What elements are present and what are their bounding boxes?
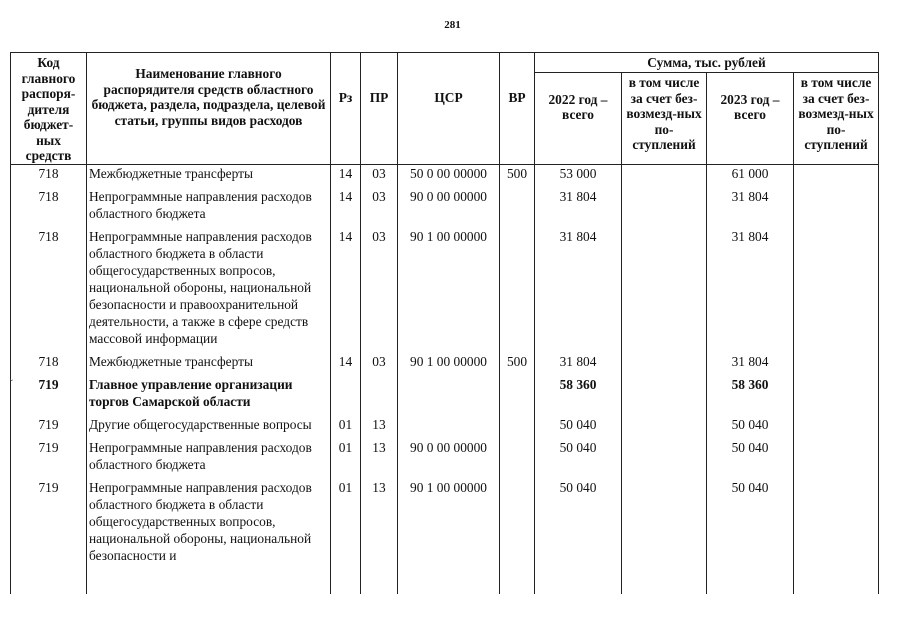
cell-code: 719 xyxy=(11,439,87,473)
cell-y2023: 31 804 xyxy=(707,353,794,370)
cell-rz xyxy=(331,376,361,410)
cell-name: Непрограммные направления расходов областного бюджета xyxy=(87,188,331,222)
cell-y2022: 50 040 xyxy=(535,479,622,564)
header-sum: Сумма, тыс. рублей xyxy=(535,53,879,73)
table-row xyxy=(11,416,879,433)
cell-csr: 50 0 00 00000 xyxy=(398,164,500,182)
cell-y2023: 50 040 xyxy=(707,479,794,564)
cell-y2023-free xyxy=(794,164,879,182)
cell-y2023: 31 804 xyxy=(707,228,794,347)
cell-rz: 14 xyxy=(331,188,361,222)
cell-y2022-free xyxy=(622,416,707,433)
cell-y2023-free xyxy=(794,376,879,410)
table-body xyxy=(11,164,879,594)
header-2022-total: 2022 год – всего xyxy=(535,73,622,165)
table-row xyxy=(11,228,879,347)
cell-y2023: 31 804 xyxy=(707,188,794,222)
cell-name: Межбюджетные трансферты xyxy=(87,164,331,182)
scan-mark: ˇ xyxy=(10,378,13,388)
cell-y2022-free xyxy=(622,439,707,473)
cell-name: Межбюджетные трансферты xyxy=(87,353,331,370)
cell-y2022: 31 804 xyxy=(535,353,622,370)
cell-csr: 90 1 00 00000 xyxy=(398,353,500,370)
cell-name: Непрограммные направления расходов областного бюджета в области общегосударственных вопросов, национальной обороны, национальной безопасности и правоохранительной деятельности, а также в сфере средств массовой информации xyxy=(87,228,331,347)
cell-pr: 03 xyxy=(361,164,398,182)
cell-code: 718 xyxy=(11,228,87,347)
cell-code: 719 xyxy=(11,479,87,564)
cell-vr: 500 xyxy=(500,164,535,182)
cell-y2023-free xyxy=(794,439,879,473)
cell-rz: 01 xyxy=(331,439,361,473)
cell-y2023: 50 040 xyxy=(707,439,794,473)
cell-y2023: 50 040 xyxy=(707,416,794,433)
cell-pr xyxy=(361,376,398,410)
cell-y2022-free xyxy=(622,479,707,564)
cell-name: Другие общегосударственные вопросы xyxy=(87,416,331,433)
cell-rz: 14 xyxy=(331,164,361,182)
page-number: 281 xyxy=(444,19,461,31)
cell-pr: 03 xyxy=(361,188,398,222)
cell-y2022: 58 360 xyxy=(535,376,622,410)
cell-y2023-free xyxy=(794,188,879,222)
cell-code: 718 xyxy=(11,353,87,370)
cell-rz: 14 xyxy=(331,353,361,370)
header-vr: ВР xyxy=(500,53,535,165)
cell-y2023-free xyxy=(794,353,879,370)
cell-code: 719 xyxy=(11,376,87,410)
cell-y2022: 50 040 xyxy=(535,439,622,473)
header-rz: Рз xyxy=(331,53,361,165)
cell-vr xyxy=(500,188,535,222)
cell-rz: 01 xyxy=(331,479,361,564)
header-2022-free: в том числе за счет без-возмезд-ных по-ступлений xyxy=(622,73,707,165)
cell-pr: 13 xyxy=(361,439,398,473)
cell-code: 719 xyxy=(11,416,87,433)
cell-vr xyxy=(500,479,535,564)
cell-csr xyxy=(398,416,500,433)
cell-y2022-free xyxy=(622,188,707,222)
cell-y2023-free xyxy=(794,479,879,564)
cell-pr: 13 xyxy=(361,416,398,433)
table-row xyxy=(11,353,879,370)
row-padding xyxy=(11,564,879,594)
header-2023-free: в том числе за счет без-возмезд-ных по-ступлений xyxy=(794,73,879,165)
cell-csr: 90 1 00 00000 xyxy=(398,228,500,347)
cell-vr: 500 xyxy=(500,353,535,370)
cell-y2022-free xyxy=(622,376,707,410)
cell-pr: 03 xyxy=(361,353,398,370)
cell-y2022-free xyxy=(622,164,707,182)
cell-y2022-free xyxy=(622,228,707,347)
cell-y2023: 58 360 xyxy=(707,376,794,410)
cell-y2023-free xyxy=(794,416,879,433)
cell-csr: 90 0 00 00000 xyxy=(398,188,500,222)
cell-name: Непрограммные направления расходов областного бюджета в области общегосударственных вопросов, национальной обороны, национальной безопасности и xyxy=(87,479,331,564)
table-row xyxy=(11,376,879,410)
cell-y2023: 61 000 xyxy=(707,164,794,182)
cell-y2022-free xyxy=(622,353,707,370)
cell-vr xyxy=(500,376,535,410)
cell-y2022: 31 804 xyxy=(535,188,622,222)
table-row xyxy=(11,439,879,473)
cell-pr: 03 xyxy=(361,228,398,347)
cell-csr: 90 1 00 00000 xyxy=(398,479,500,564)
cell-y2022: 31 804 xyxy=(535,228,622,347)
cell-vr xyxy=(500,228,535,347)
cell-pr: 13 xyxy=(361,479,398,564)
table-row xyxy=(11,164,879,182)
cell-name: Главное управление организации торгов Самарской области xyxy=(87,376,331,410)
table-row xyxy=(11,479,879,564)
cell-rz: 14 xyxy=(331,228,361,347)
cell-rz: 01 xyxy=(331,416,361,433)
cell-csr: 90 0 00 00000 xyxy=(398,439,500,473)
cell-y2022: 50 040 xyxy=(535,416,622,433)
cell-y2022: 53 000 xyxy=(535,164,622,182)
header-code: Код главного распоря-дителя бюджет-ных средств xyxy=(11,53,87,165)
cell-name: Непрограммные направления расходов областного бюджета xyxy=(87,439,331,473)
header-pr: ПР xyxy=(361,53,398,165)
header-2023-total: 2023 год – всего xyxy=(707,73,794,165)
cell-vr xyxy=(500,439,535,473)
cell-vr xyxy=(500,416,535,433)
table-row xyxy=(11,188,879,222)
cell-code: 718 xyxy=(11,164,87,182)
header-csr: ЦСР xyxy=(398,53,500,165)
cell-y2023-free xyxy=(794,228,879,347)
cell-csr xyxy=(398,376,500,410)
header-name: Наименование главного распорядителя средств областного бюджета, раздела, подраздела, целевой статьи, группы видов расходов xyxy=(87,53,331,165)
budget-table xyxy=(10,52,879,594)
cell-code: 718 xyxy=(11,188,87,222)
